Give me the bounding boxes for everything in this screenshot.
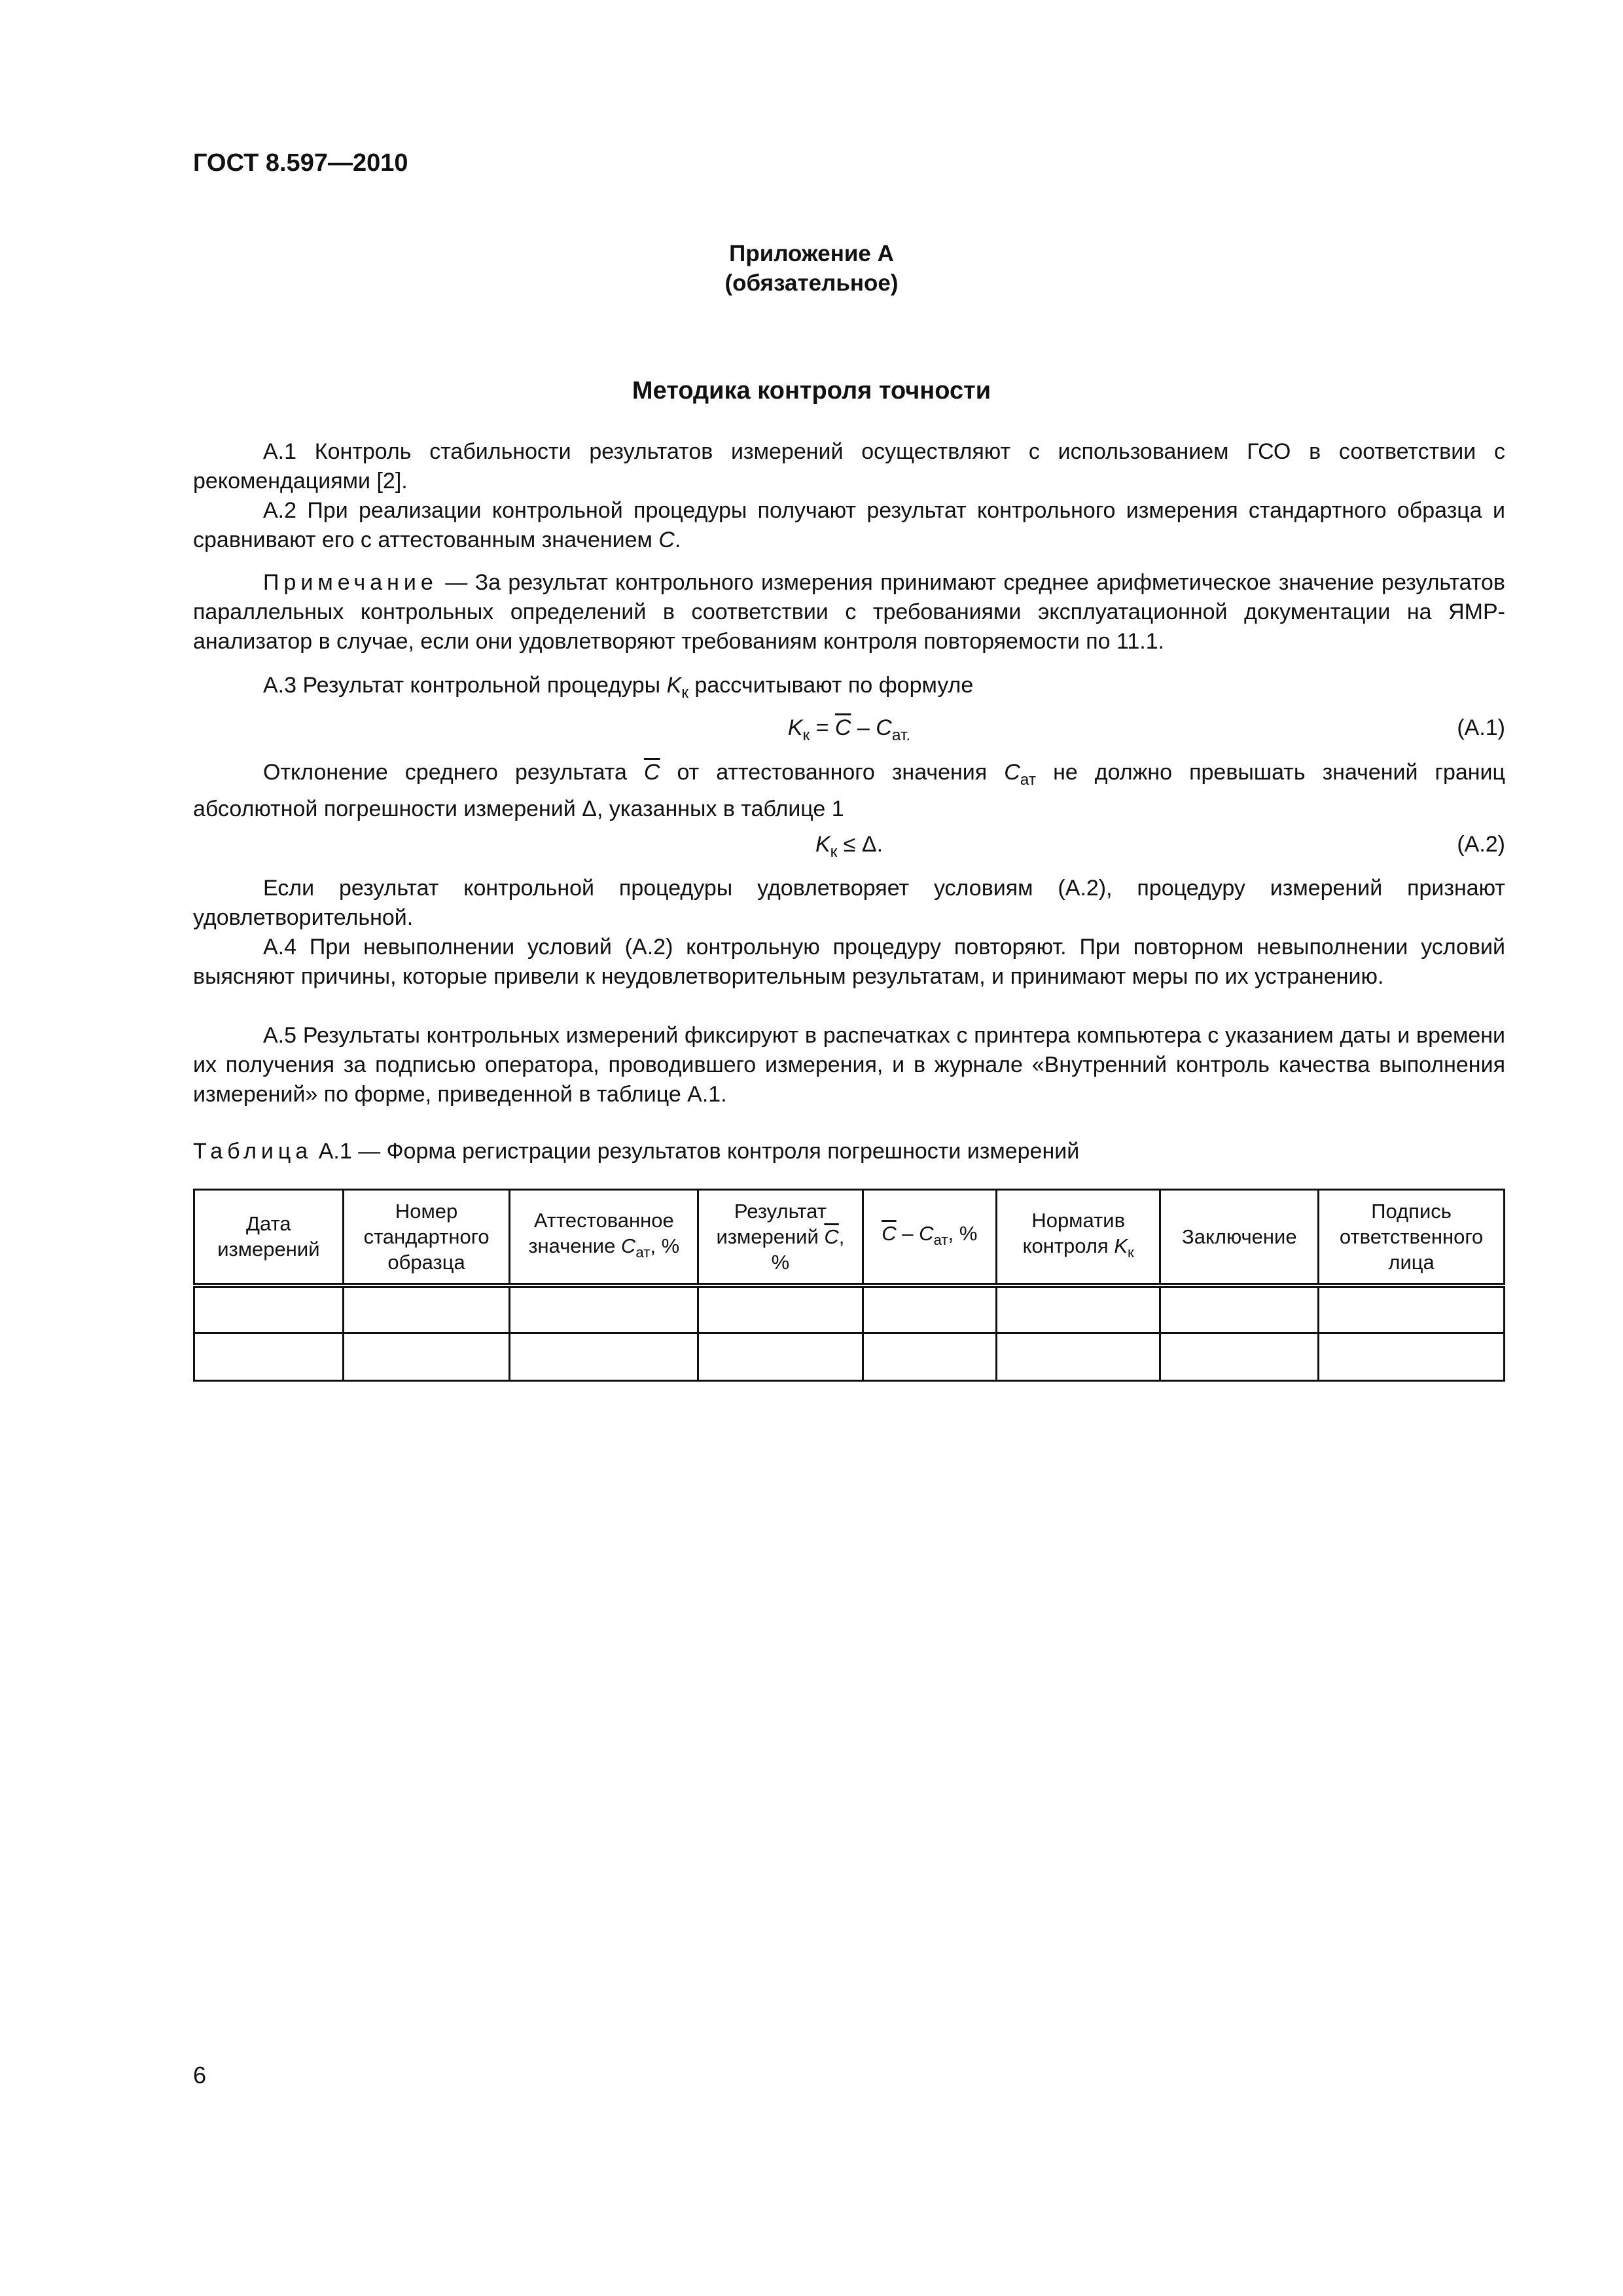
registration-table [193, 1189, 1505, 1382]
symbol-k: K [1114, 1234, 1128, 1258]
table-caption-label: Таблица [193, 1139, 313, 1164]
subscript-at: ат [933, 1231, 948, 1248]
document-code: ГОСТ 8.597—2010 [193, 149, 408, 177]
note-text: — За результат контрольного измерения принимают среднее арифметическое значение результатов параллельных контрольных определений в соответствии с требованиями эксплуатационной документации на ЯМР-анализатор в случае, если они удовлетворяют требованиям контроля повторяемости по 11.1. [193, 570, 1505, 654]
header-sample-number: Номер стандартного образца [343, 1190, 510, 1285]
symbol-c: C [620, 1234, 636, 1258]
header-difference-unit: , % [948, 1221, 978, 1245]
paragraph-a2 [193, 496, 1505, 555]
appendix-label: Приложение А [729, 241, 894, 266]
note-label: Примечание [263, 570, 438, 595]
table-row [194, 1285, 1505, 1333]
table-cell[interactable] [996, 1285, 1160, 1333]
paragraph-a4: А.4 При невыполнении условий (А.2) контрольную процедуру повторяют. При повторном невыполнении условий выясняют причины, которые привели к неудовлетворительным результатам, и принимают меры по их устранению. [193, 935, 1505, 989]
paragraph-deviation [193, 758, 1505, 824]
header-certified-unit: , % [650, 1234, 680, 1258]
formula-a2-number: (А.2) [1457, 832, 1505, 857]
subscript-at: ат. [891, 726, 911, 744]
minus-sign: – [851, 715, 876, 740]
symbol-c: C [658, 528, 675, 552]
deviation-text-3: не должно превышать значений границ абсолютной погрешности измерений Δ, указанных в таблице 1 [193, 760, 1505, 821]
deviation-text-2: от аттестованного значения [660, 760, 1005, 785]
table-cell[interactable] [194, 1333, 344, 1381]
paragraph-a3-end: рассчитывают по формуле [688, 673, 974, 698]
subscript-k: к [681, 683, 688, 702]
symbol-c-mean: $\overline{C}$ [882, 1221, 897, 1245]
table-cell[interactable] [343, 1333, 510, 1381]
symbol-c: C [919, 1221, 934, 1245]
table-cell[interactable] [996, 1333, 1160, 1381]
deviation-text-1: Отклонение среднего результата [263, 760, 644, 785]
paragraph-a3-text: А.3 Результат контрольной процедуры [263, 673, 667, 698]
symbol-c: C [876, 715, 892, 740]
symbol-k: K [666, 673, 682, 698]
table-cell[interactable] [1319, 1285, 1505, 1333]
table-cell[interactable] [698, 1333, 863, 1381]
paragraph-a3 [193, 671, 1505, 708]
table-cell[interactable] [510, 1285, 698, 1333]
note [193, 568, 1505, 656]
table-caption-text: А.1 — Форма регистрации результатов контроля погрешности измерений [312, 1139, 1080, 1164]
symbol-c-mean: $\overline{C}$ [834, 715, 851, 740]
table-cell[interactable] [510, 1333, 698, 1381]
table-cell[interactable] [194, 1285, 344, 1333]
minus-sign: – [896, 1221, 919, 1245]
paragraph-condition: Если результат контрольной процедуры удовлетворяет условиям (А.2), процедуру измерений признают удовлетворительной. [193, 876, 1505, 930]
table-cell[interactable] [698, 1285, 863, 1333]
header-signature: Подпись ответственного лица [1319, 1190, 1505, 1285]
table-cell[interactable] [863, 1333, 996, 1381]
subscript-at: ат [1020, 770, 1037, 789]
symbol-c-mean: $\overline{C}$ [643, 760, 660, 785]
page-number: 6 [193, 2062, 207, 2089]
table-cell[interactable] [343, 1285, 510, 1333]
subscript-at: ат [635, 1244, 651, 1261]
header-norm-text: Норматив контроля [1022, 1209, 1126, 1258]
header-date: Дата измерений [194, 1190, 344, 1285]
paragraph-a1: А.1 Контроль стабильности результатов измерений осуществляют с использованием ГСО в соответствии с рекомендациями [2]. [193, 439, 1505, 493]
table-cell[interactable] [1319, 1333, 1505, 1381]
formula-a1-number: (А.1) [1457, 715, 1505, 740]
table-cell[interactable] [1160, 1333, 1319, 1381]
paragraph-a2-text: А.2 При реализации контрольной процедуры получают результат контрольного измерения стандартного образца и сравнивают его с аттестованным значением [193, 498, 1505, 552]
formula-a1-expression [193, 713, 1505, 750]
header-difference [863, 1190, 996, 1285]
table-row [194, 1333, 1505, 1381]
subscript-k: к [802, 726, 810, 744]
symbol-k: K [787, 715, 803, 740]
header-certified-value [510, 1190, 698, 1285]
section-title: Методика контроля точности [632, 377, 991, 404]
table-header-row [194, 1190, 1505, 1285]
table-cell[interactable] [1160, 1285, 1319, 1333]
symbol-c: C [1004, 760, 1020, 785]
header-measurement-result [698, 1190, 863, 1285]
le-delta: ≤ Δ. [837, 832, 883, 857]
formula-a2-expression [193, 830, 1505, 867]
equals-sign: = [810, 715, 835, 740]
header-result-text: Результат измерений [716, 1199, 827, 1248]
table-caption [193, 1139, 1079, 1164]
paragraph-a5: А.5 Результаты контрольных измерений фиксируют в распечатках с принтера компьютера с указанием даты и времени их получения за подписью оператора, проводившего измерения, и в журнале «Внутренний контроль качества выполнения измерений» по форме, приведенной в таблице А.1. [193, 1023, 1505, 1107]
header-certified-text: Аттестованное значение [528, 1209, 674, 1258]
symbol-c-mean: $\overline{C}$ [824, 1225, 839, 1248]
paragraph-a2-end: . [674, 528, 681, 552]
header-result-unit: , % [771, 1225, 845, 1274]
header-control-norm [996, 1190, 1160, 1285]
header-conclusion: Заключение [1160, 1190, 1319, 1285]
subscript-k: к [830, 842, 838, 861]
subscript-k: к [1128, 1244, 1134, 1261]
appendix-status: (обязательное) [724, 270, 899, 296]
symbol-k: K [815, 832, 830, 857]
table-cell[interactable] [863, 1285, 996, 1333]
